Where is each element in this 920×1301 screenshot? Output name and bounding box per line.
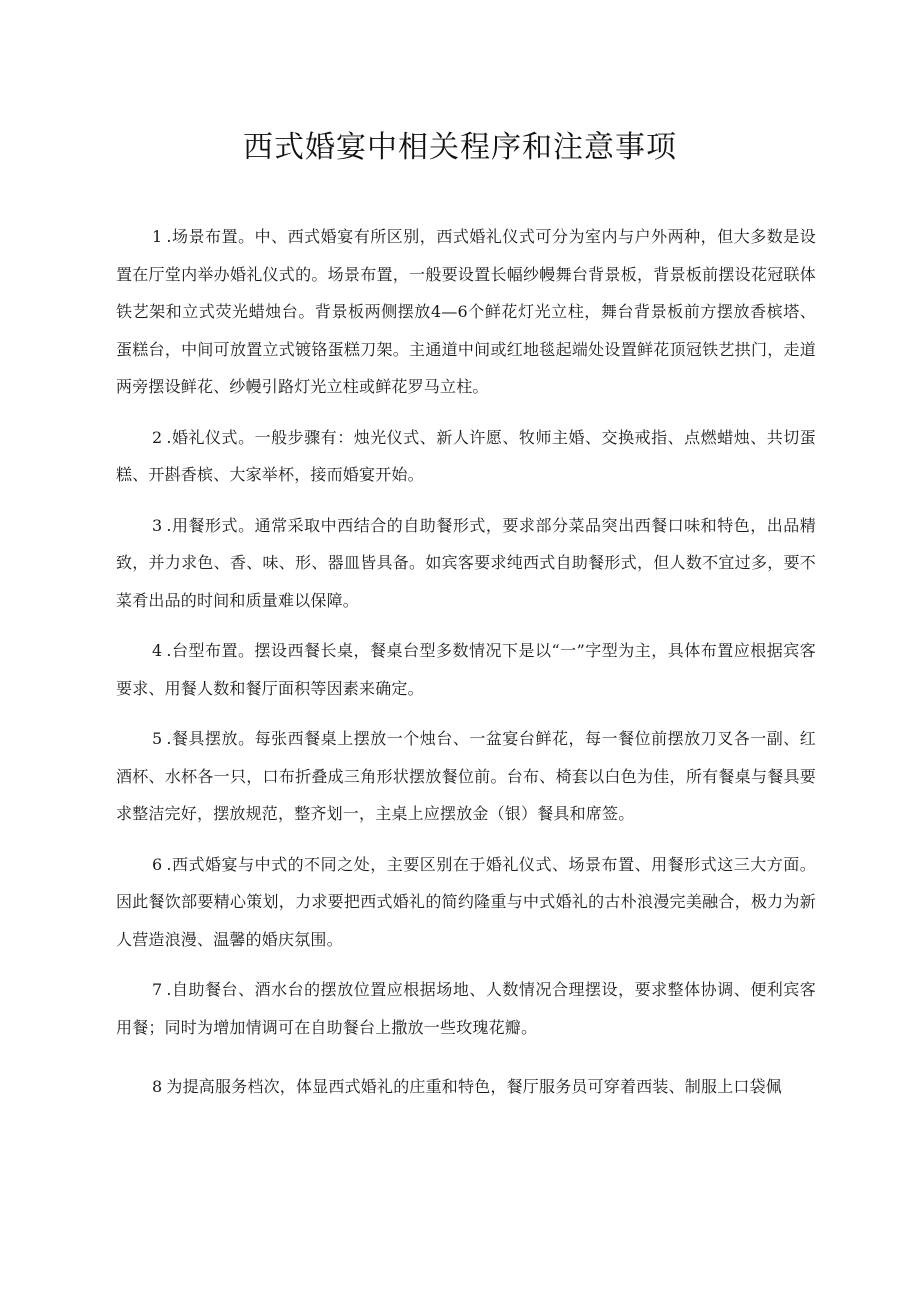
paragraph-4 xyxy=(116,632,816,707)
paragraph-text: .自助餐台、酒水台的摆放位置应根据场地、人数情况合理摆设，要求整体协调、便利宾客用餐；同时为增加情调可在自助餐台上撒放一些玫瑰花瓣。 xyxy=(116,980,816,1037)
paragraph-number: 2 xyxy=(152,427,163,447)
paragraph-6 xyxy=(116,846,816,959)
paragraph-number: 6 xyxy=(152,854,163,874)
paragraph-text: .台型布置。摆设西餐长桌，餐桌台型多数情况下是以“一”字型为主，具体布置应根据宾客要求、用餐人数和餐厅面积等因素来确定。 xyxy=(116,641,816,698)
paragraph-5 xyxy=(116,720,816,833)
document-body xyxy=(116,218,816,1119)
paragraph-number: 7 xyxy=(152,980,163,999)
paragraph-text: .用餐形式。通常采取中西结合的自助餐形式，要求部分菜品突出西餐口味和特色，出品精致，并力求色、香、味、形、器皿皆具备。如宾客要求纯西式自助餐形式，但人数不宜过多，要不菜肴出品的时间和质量难以保障。 xyxy=(116,515,816,610)
paragraph-7 xyxy=(116,971,816,1046)
paragraph-3 xyxy=(116,507,816,620)
paragraph-number: 3 xyxy=(152,515,163,535)
paragraph-text: .餐具摆放。每张西餐桌上摆放一个烛台、一盆宴台鲜花，每一餐位前摆放刀叉各一副、红酒杯、水杯各一只，口布折叠成三角形状摆放餐位前。台布、椅套以白色为佳，所有餐桌与餐具要求整洁完好，摆放规范，整齐划一，主桌上应摆放金（银）餐具和席签。 xyxy=(116,729,816,823)
page-title: 西式婚宴中相关程序和注意事项 xyxy=(243,130,677,165)
paragraph-number: 1 xyxy=(152,227,163,246)
paragraph-text: .西式婚宴与中式的不同之处，主要区别在于婚礼仪式、场景布置、用餐形式这三大方面。因此餐饮部要精心策划，力求要把西式婚礼的简约隆重与中式婚礼的古朴浪漫完美融合，极力为新人营造浪漫、温馨的婚庆氛围。 xyxy=(116,854,816,949)
paragraph-number: 4 xyxy=(152,641,163,660)
paragraph-text: 为提高服务档次，体显西式婚礼的庄重和特色，餐厅服务员可穿着西装、制服上口袋佩 xyxy=(166,1077,782,1096)
paragraph-text: .场景布置。中、西式婚宴有所区别，西式婚礼仪式可分为室内与户外两种，但大多数是设置在厅堂内举办婚礼仪式的。场景布置，一般要设置长幅纱幔舞台背景板，背景板前摆设花冠联体铁艺架和立式荧光蜡烛台。背景板两侧摆放4—6个鲜花灯光立柱，舞台背景板前方摆放香槟塔、蛋糕台，中间可放置立式镀铬蛋糕刀架。主通道中间或红地毯起端处设置鲜花顶冠铁艺拱门，走道两旁摆设鲜花、纱幔引路灯光立柱或鲜花罗马立柱。 xyxy=(116,227,816,396)
paragraph-1 xyxy=(116,218,816,406)
paragraph-text: .婚礼仪式。一般步骤有：烛光仪式、新人许愿、牧师主婚、交换戒指、点燃蜡烛、共切蛋糕、开斟香槟、大家举杯，接而婚宴开始。 xyxy=(116,427,816,484)
paragraph-number: 5 xyxy=(152,729,163,748)
paragraph-2 xyxy=(116,419,816,494)
paragraph-number: 8 xyxy=(152,1077,163,1096)
paragraph-8 xyxy=(116,1068,816,1106)
